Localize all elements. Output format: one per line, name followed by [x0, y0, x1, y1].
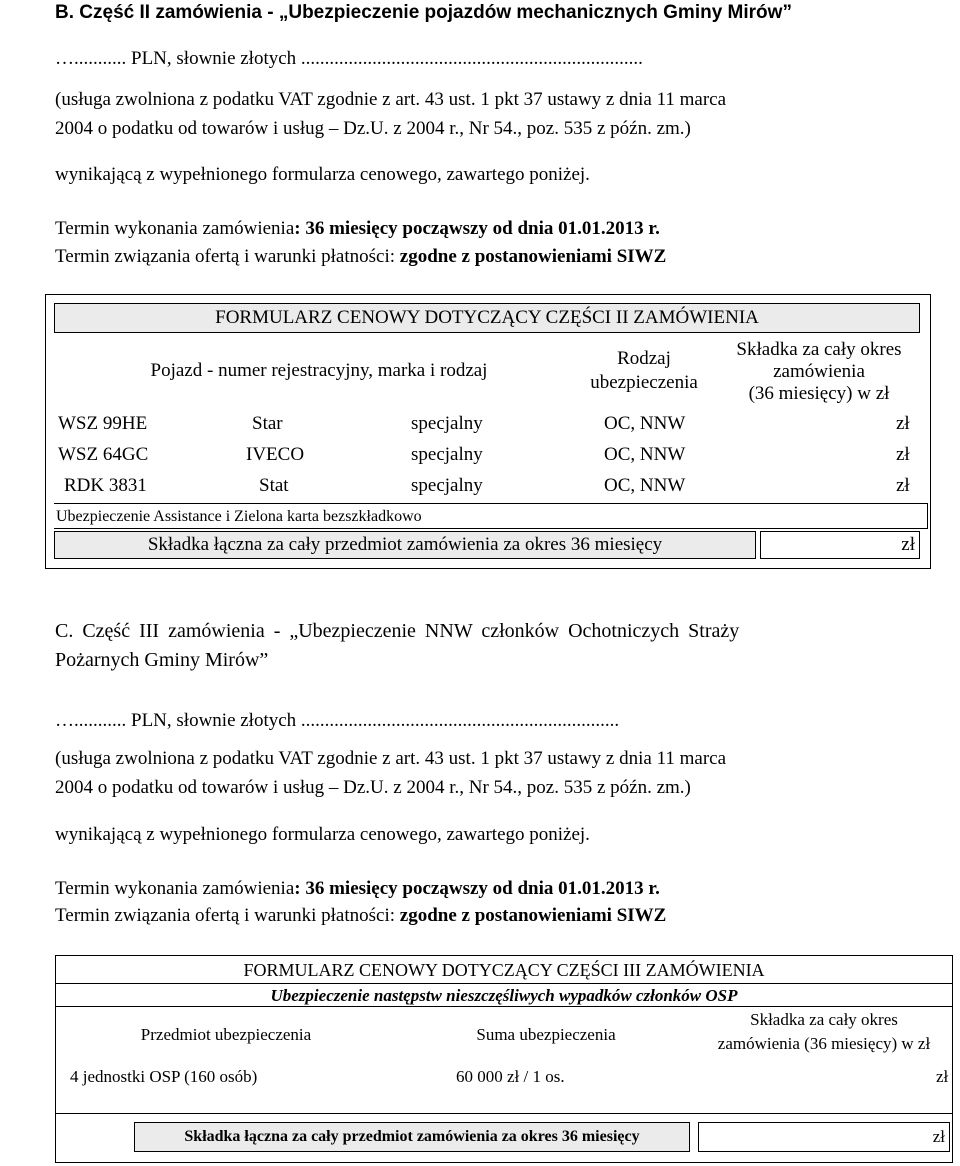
- total-label: Składka łączna za cały przedmiot zamówienia za okres 36 miesięcy: [54, 531, 756, 559]
- vehicle-make: Stat: [259, 475, 289, 496]
- col-premium-line-1: Składka za cały okres: [736, 339, 902, 360]
- column-header-premium: [696, 1006, 952, 1060]
- section-c-vat-line-1: (usługa zwolniona z podatku VAT zgodnie z art. 43 ust. 1 pkt 37 ustawy z dnia 11 marca: [55, 748, 727, 769]
- column-header-insurance-type: [584, 347, 704, 395]
- assistance-label: Ubezpieczenie Assistance i Zielona karta bezszkładkowo: [56, 508, 422, 525]
- section-c-term-line: [55, 877, 660, 901]
- section-c-vat-line-2: 2004 o podatku od towarów i usług – Dz.U. z 2004 r., Nr 54., poz. 535 z późn. zm.): [55, 777, 691, 798]
- table-row: [54, 409, 920, 439]
- sum-value: 60 000 zł / 1 os.: [456, 1067, 565, 1086]
- binding-label: Termin związania ofertą i warunki płatności:: [55, 246, 400, 267]
- column-header-subject: Przedmiot ubezpieczenia: [140, 1025, 312, 1044]
- section-c-binding-line: [55, 904, 666, 928]
- col-premium-line-2: zamówienia: [773, 361, 865, 382]
- section-b-binding-line: [55, 245, 666, 269]
- price-form-part-2: [45, 294, 931, 569]
- form-title: FORMULARZ CENOWY DOTYCZĄCY CZĘŚCI II ZAMÓWIENIA: [54, 303, 920, 333]
- section-c-title-line-2: Pożarnych Gminy Mirów”: [55, 649, 269, 671]
- currency: zł: [896, 444, 910, 465]
- section-b-title: B. Część II zamówienia - „Ubezpieczenie pojazdów mechanicznych Gminy Mirów”: [55, 2, 792, 23]
- total-amount-cell[interactable]: [760, 531, 920, 559]
- form-title: FORMULARZ CENOWY DOTYCZĄCY CZĘŚCI III ZAMÓWIENIA: [243, 960, 765, 980]
- currency: zł: [896, 413, 910, 434]
- col-premium-line-1: Składka za cały okres: [750, 1010, 898, 1029]
- vehicle-make: Star: [252, 413, 283, 434]
- col-premium-line-3: (36 miesięcy) w zł: [748, 383, 890, 404]
- registration-number: RDK 3831: [64, 475, 147, 496]
- currency: zł: [936, 1067, 949, 1086]
- column-header-premium: [714, 339, 924, 407]
- table-row: [56, 1064, 952, 1094]
- table-row: [54, 440, 920, 470]
- section-b-result-line: wynikającą z wypełnionego formularza cenowego, zawartego poniżej.: [55, 164, 590, 185]
- section-b-vat-line-1: (usługa zwolniona z podatku VAT zgodnie z art. 43 ust. 1 pkt 37 ustawy z dnia 11 marca: [55, 89, 727, 110]
- section-b-vat-line-2: 2004 o podatku od towarów i usług – Dz.U. z 2004 r., Nr 54., poz. 535 z późn. zm.): [55, 118, 691, 139]
- section-c-price-line: …........... PLN, słownie złotych ...................................................................: [55, 710, 620, 731]
- vehicle-kind: specjalny: [411, 444, 483, 465]
- column-header-vehicle: Pojazd - numer rejestracyjny, marka i rodzaj: [150, 360, 488, 381]
- col-type-line-1: Rodzaj: [617, 348, 671, 369]
- price-form-part-3: [55, 955, 953, 1163]
- binding-value: zgodne z postanowieniami SIWZ: [399, 246, 667, 267]
- section-b-price-line: …........... PLN, słownie złotych ........................................................................: [55, 48, 643, 69]
- col-premium-line-2: zamówienia (36 miesięcy) w zł: [717, 1034, 931, 1053]
- registration-number: WSZ 64GC: [58, 444, 149, 465]
- total-currency: zł: [901, 534, 915, 555]
- insurance-type: OC, NNW: [604, 413, 686, 434]
- vehicle-kind: specjalny: [411, 413, 483, 434]
- assistance-row: [54, 503, 928, 529]
- term-value: : 36 miesięcy począwszy od dnia 01.01.2013 r.: [294, 218, 660, 239]
- table-row: [54, 471, 920, 501]
- subject-value: 4 jednostki OSP (160 osób): [70, 1067, 258, 1086]
- col-type-line-2: ubezpieczenia: [590, 372, 698, 393]
- total-label: Składka łączna za cały przedmiot zamówienia za okres 36 miesięcy: [134, 1122, 690, 1152]
- term-label: Termin wykonania zamówienia: [55, 218, 295, 239]
- vehicle-kind: specjalny: [411, 475, 483, 496]
- insurance-type: OC, NNW: [604, 475, 686, 496]
- term-value: : 36 miesięcy począwszy od dnia 01.01.2013 r.: [294, 878, 660, 899]
- section-c-result-line: wynikającą z wypełnionego formularza cenowego, zawartego poniżej.: [55, 824, 590, 845]
- binding-label: Termin związania ofertą i warunki płatności:: [55, 905, 400, 926]
- total-amount-cell[interactable]: [698, 1122, 950, 1152]
- section-c-title-line-1: C. Część III zamówienia - „Ubezpieczenie NNW członków Ochotniczych Straży: [55, 620, 740, 642]
- insurance-type: OC, NNW: [604, 444, 686, 465]
- vehicle-make: IVECO: [246, 444, 305, 465]
- total-currency: zł: [932, 1127, 945, 1146]
- registration-number: WSZ 99HE: [58, 413, 148, 434]
- binding-value: zgodne z postanowieniami SIWZ: [399, 905, 667, 926]
- column-header-sum: Suma ubezpieczenia: [476, 1025, 616, 1044]
- total-row: [56, 1113, 952, 1161]
- currency: zł: [896, 475, 910, 496]
- term-label: Termin wykonania zamówienia: [55, 878, 295, 899]
- form-subtitle: Ubezpieczenie następstw nieszczęśliwych wypadków członków OSP: [56, 983, 952, 1007]
- section-b-term-line: [55, 217, 660, 241]
